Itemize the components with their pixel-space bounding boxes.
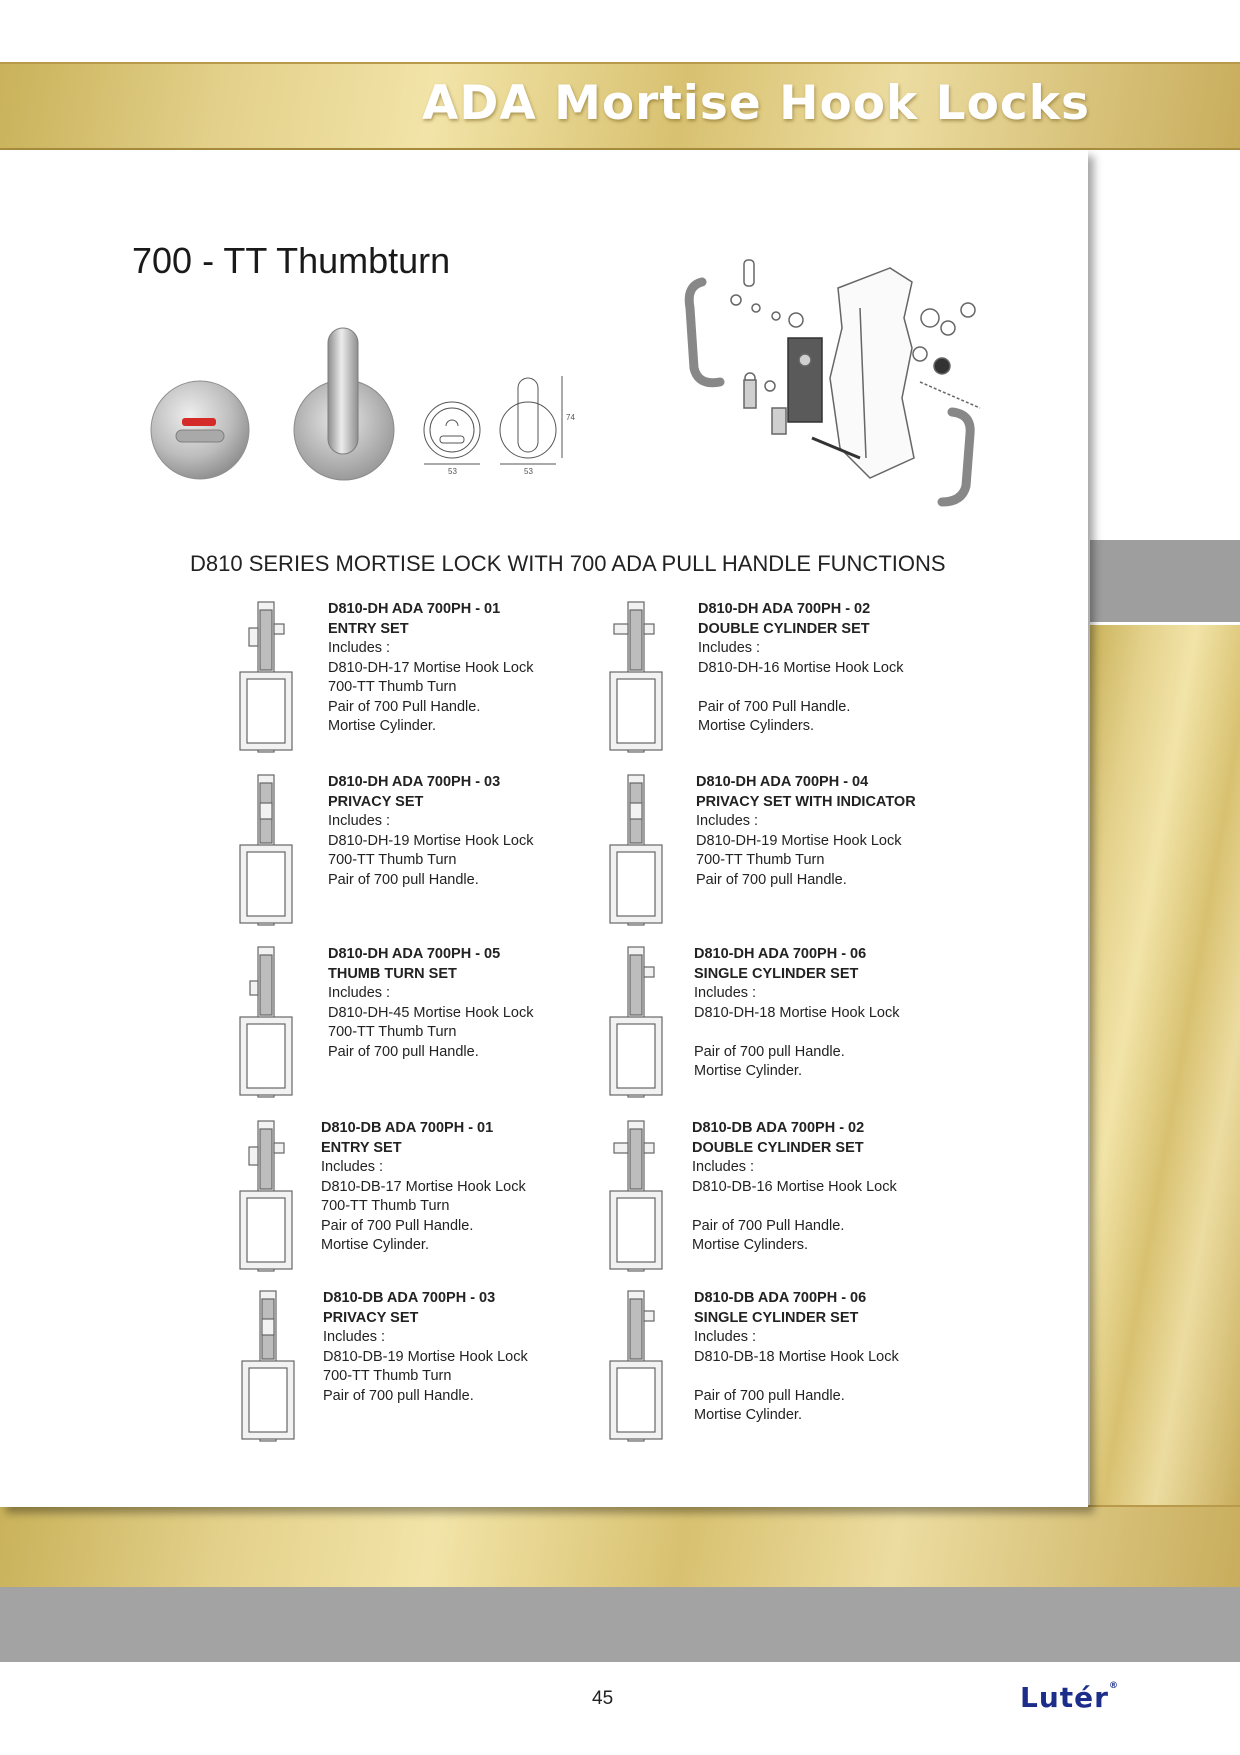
- entry-item: Mortise Cylinders.: [698, 718, 815, 734]
- brand-name: Lutér: [1020, 1681, 1109, 1714]
- entry-item: D810-DH-17 Mortise Hook Lock: [328, 659, 534, 676]
- indicator-escutcheon-image: [148, 378, 252, 482]
- entry-item: [694, 1023, 900, 1043]
- entry-item: Mortise Cylinder.: [694, 1063, 802, 1079]
- function-entry: [236, 773, 576, 933]
- entry-item: 700-TT Thumb Turn: [696, 852, 825, 868]
- entry-set-name: DOUBLE CYLINDER SET: [692, 1139, 864, 1156]
- exploded-lock-assembly-image: [680, 258, 1010, 518]
- entry-set-name: ENTRY SET: [328, 620, 409, 637]
- entry-item: 700-TT Thumb Turn: [321, 1198, 450, 1214]
- thumbturn-lever-image: [290, 326, 398, 482]
- function-entry: [606, 773, 946, 933]
- entry-includes-label: Includes :: [698, 640, 761, 656]
- entry-item: D810-DB-18 Mortise Hook Lock: [694, 1348, 899, 1365]
- entry-item: [694, 1367, 899, 1387]
- dimension-drawing-image: [420, 372, 575, 476]
- entry-item: Mortise Cylinders.: [692, 1237, 809, 1253]
- function-entry: [606, 1119, 946, 1279]
- entry-item: Pair of 700 pull Handle.: [696, 871, 847, 888]
- lock-schematic-icon: [606, 945, 670, 1099]
- entry-item: Pair of 700 Pull Handle.: [328, 698, 481, 715]
- entry-item: D810-DB-19 Mortise Hook Lock: [323, 1348, 528, 1365]
- entry-item: Pair of 700 pull Handle.: [694, 1043, 845, 1060]
- header-band: [0, 62, 1240, 150]
- entry-item: Pair of 700 Pull Handle.: [698, 698, 851, 715]
- entry-item: D810-DH-19 Mortise Hook Lock: [328, 832, 534, 849]
- entry-code: D810-DH ADA 700PH - 02: [698, 601, 871, 617]
- entry-includes-label: Includes :: [323, 1329, 386, 1345]
- function-entry: [606, 1289, 946, 1449]
- entry-item: [692, 1197, 897, 1217]
- function-entry: [606, 600, 946, 760]
- entry-item: D810-DB-16 Mortise Hook Lock: [692, 1178, 897, 1195]
- entry-set-name: SINGLE CYLINDER SET: [694, 1309, 859, 1326]
- side-gray-band: [1090, 540, 1240, 622]
- entry-code: D810-DH ADA 700PH - 06: [694, 946, 867, 962]
- entry-includes-label: Includes :: [328, 813, 391, 829]
- entry-includes-label: Includes :: [328, 640, 391, 656]
- entry-item: 700-TT Thumb Turn: [328, 679, 457, 695]
- lock-schematic-icon: [238, 1289, 302, 1443]
- entry-item: Mortise Cylinder.: [321, 1237, 429, 1253]
- lock-schematic-icon: [236, 600, 300, 754]
- dimension-height-label: 74: [566, 413, 575, 422]
- bottom-gold-band: [0, 1505, 1240, 1587]
- entry-item: Pair of 700 pull Handle.: [328, 1043, 479, 1060]
- section-title: 700 - TT Thumbturn: [132, 240, 451, 281]
- function-entry: [236, 600, 576, 760]
- entry-item: [698, 678, 904, 698]
- entry-item: 700-TT Thumb Turn: [323, 1368, 452, 1384]
- entry-set-name: PRIVACY SET WITH INDICATOR: [696, 793, 916, 810]
- entry-includes-label: Includes :: [694, 1329, 757, 1345]
- entry-includes-label: Includes :: [694, 985, 757, 1001]
- entry-includes-label: Includes :: [328, 985, 391, 1001]
- entry-set-name: SINGLE CYLINDER SET: [694, 965, 859, 982]
- side-gold-band: [1090, 625, 1240, 1505]
- entry-item: Mortise Cylinder.: [328, 718, 436, 734]
- entry-item: D810-DH-16 Mortise Hook Lock: [698, 659, 904, 676]
- entry-includes-label: Includes :: [692, 1159, 755, 1175]
- entry-code: D810-DB ADA 700PH - 06: [694, 1290, 867, 1306]
- entry-code: D810-DB ADA 700PH - 01: [321, 1120, 494, 1136]
- entry-item: Pair of 700 Pull Handle.: [692, 1217, 845, 1234]
- entry-set-name: DOUBLE CYLINDER SET: [698, 620, 870, 637]
- entry-set-name: PRIVACY SET: [328, 793, 424, 810]
- entry-item: Mortise Cylinder.: [694, 1407, 802, 1423]
- entry-includes-label: Includes :: [321, 1159, 384, 1175]
- function-entry: [236, 1119, 576, 1279]
- entry-item: D810-DH-45 Mortise Hook Lock: [328, 1004, 534, 1021]
- entry-set-name: ENTRY SET: [321, 1139, 402, 1156]
- bottom-gray-band: [0, 1587, 1240, 1662]
- lock-schematic-icon: [236, 1119, 300, 1273]
- entry-item: Pair of 700 pull Handle.: [328, 871, 479, 888]
- dimension-width-label: 53: [448, 467, 457, 476]
- entry-item: [328, 1062, 534, 1082]
- entry-item: Pair of 700 pull Handle.: [323, 1387, 474, 1404]
- entry-code: D810-DB ADA 700PH - 02: [692, 1120, 865, 1136]
- entry-code: D810-DH ADA 700PH - 01: [328, 601, 501, 617]
- entry-set-name: PRIVACY SET: [323, 1309, 419, 1326]
- page-title: ADA Mortise Hook Locks: [421, 76, 1090, 131]
- lock-schematic-icon: [606, 773, 670, 927]
- function-entry: [236, 945, 576, 1105]
- registered-mark: ®: [1108, 1681, 1119, 1691]
- lock-schematic-icon: [606, 1119, 670, 1273]
- entry-item: [328, 890, 534, 910]
- entry-item: D810-DB-17 Mortise Hook Lock: [321, 1178, 526, 1195]
- dimension-width-label-2: 53: [524, 467, 533, 476]
- entry-code: D810-DH ADA 700PH - 05: [328, 946, 501, 962]
- lock-schematic-icon: [606, 600, 670, 754]
- entry-item: Pair of 700 pull Handle.: [694, 1387, 845, 1404]
- entry-item: 700-TT Thumb Turn: [328, 852, 457, 868]
- entry-code: D810-DH ADA 700PH - 03: [328, 774, 501, 790]
- entry-item: [696, 890, 916, 910]
- function-entry: [238, 1289, 578, 1449]
- series-heading: D810 SERIES MORTISE LOCK WITH 700 ADA PULL HANDLE FUNCTIONS: [190, 551, 946, 576]
- lock-schematic-icon: [606, 1289, 670, 1443]
- entry-item: 700-TT Thumb Turn: [328, 1024, 457, 1040]
- entry-item: D810-DH-18 Mortise Hook Lock: [694, 1004, 900, 1021]
- lock-schematic-icon: [236, 773, 300, 927]
- entry-item: D810-DH-19 Mortise Hook Lock: [696, 832, 902, 849]
- function-entry: [606, 945, 946, 1105]
- entry-includes-label: Includes :: [696, 813, 759, 829]
- lock-schematic-icon: [236, 945, 300, 1099]
- entry-item: Pair of 700 Pull Handle.: [321, 1217, 474, 1234]
- entry-code: D810-DH ADA 700PH - 04: [696, 774, 869, 790]
- brand-logo: [1020, 1681, 1119, 1714]
- page-number: 45: [592, 1688, 614, 1709]
- entry-code: D810-DB ADA 700PH - 03: [323, 1290, 496, 1306]
- entry-set-name: THUMB TURN SET: [328, 965, 457, 982]
- entry-item: [323, 1406, 528, 1426]
